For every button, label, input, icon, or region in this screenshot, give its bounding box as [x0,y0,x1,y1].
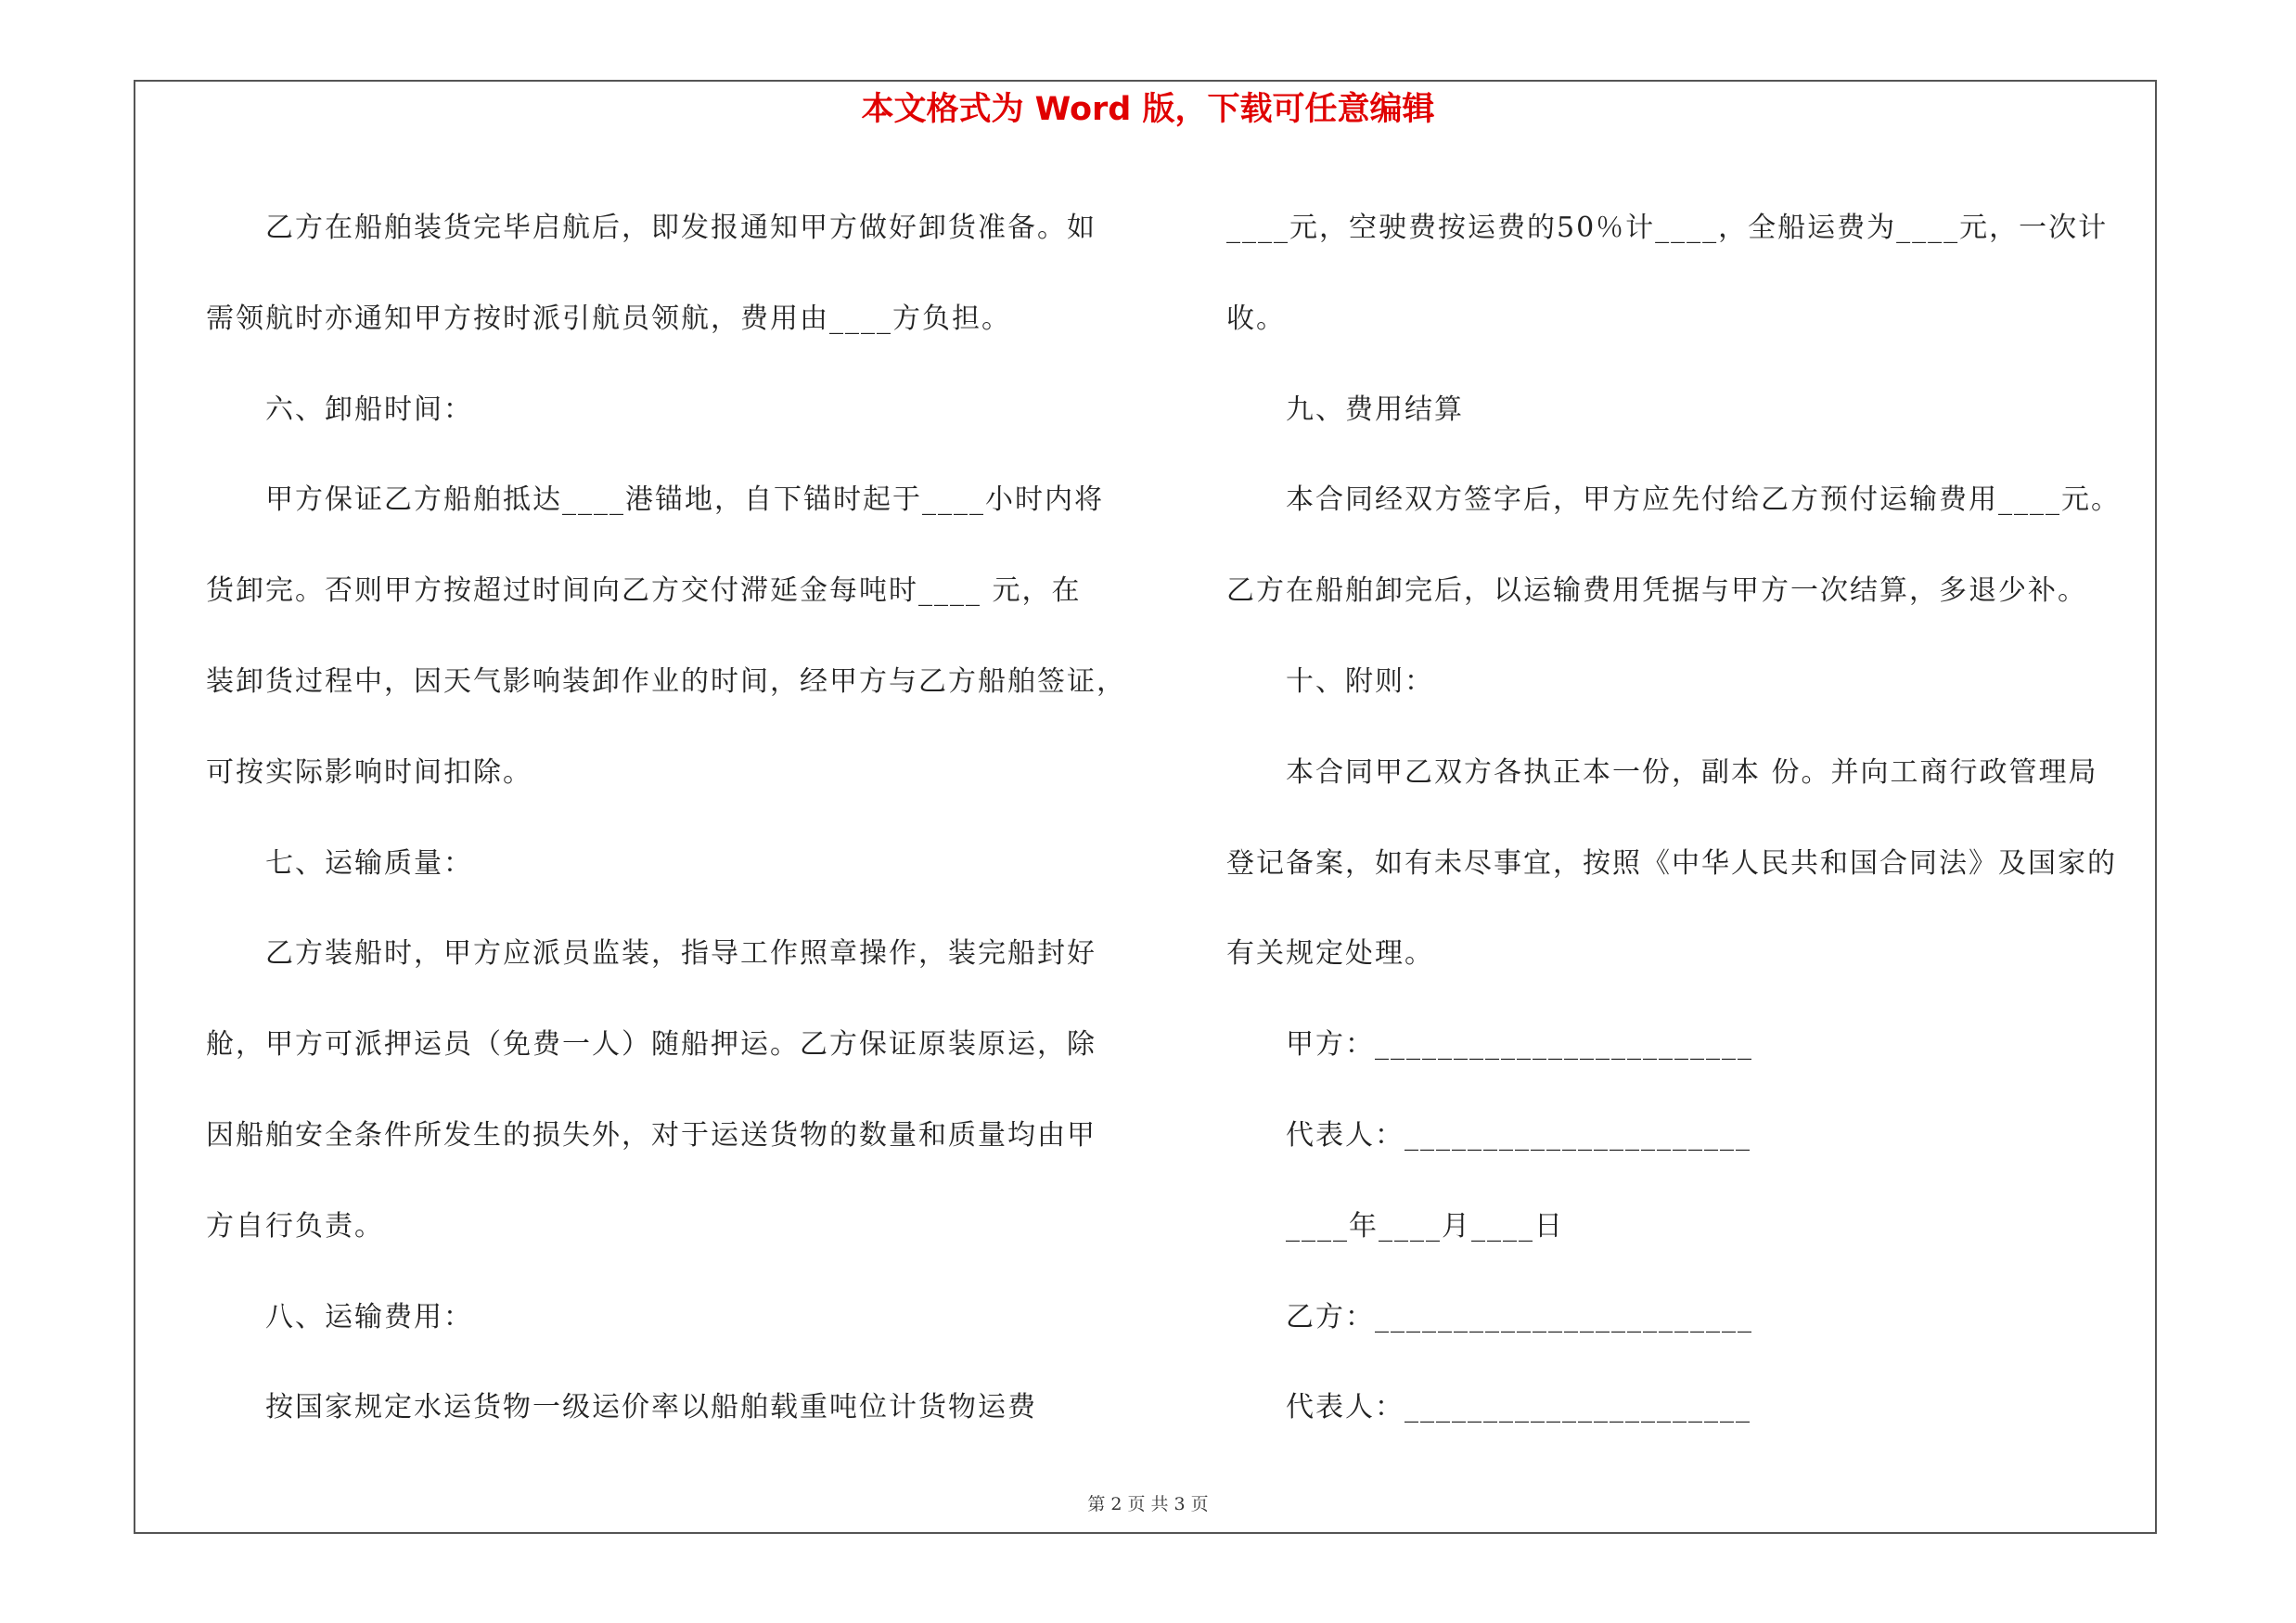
text-line: 装卸货过程中，因天气影响装卸作业的时间，经甲方与乙方船舶签证， [206,664,1126,698]
text-line: 因船舶安全条件所发生的损失外，对于运送货物的数量和质量均由甲 [206,1118,1097,1152]
text-line: 收。 [1226,302,1286,335]
signature-date: ____年____月____日 [1226,1209,1564,1243]
signature-representative-a: 代表人：______________________ [1226,1118,1751,1152]
text-line: 需领航时亦通知甲方按时派引航员领航，费用由____方负担。 [206,302,1011,335]
text-line: 乙方在船舶卸完后，以运输费用凭据与甲方一次结算，多退少补。 [1226,574,2087,608]
format-notice: 本文格式为 Word 版，下载可任意编辑 [861,91,1435,128]
signature-representative-b: 代表人：______________________ [1226,1391,1751,1424]
text-line: 本合同甲乙双方各执正本一份，副本 份。并向工商行政管理局 [1226,755,2098,789]
left-column [206,183,1134,1453]
section-heading: 十、附则： [1226,664,1434,698]
section-heading: 九、费用结算 [1226,393,1464,426]
text-line: 舱，甲方可派押运员（免费一人）随船押运。乙方保证原装原运，除 [206,1028,1097,1062]
text-line: 按国家规定水运货物一级运价率以船舶载重吨位计货物运费 [206,1391,1037,1424]
section-heading: 七、运输质量： [206,846,473,880]
right-column [1226,183,2182,1453]
signature-party-b: 乙方：________________________ [1226,1300,1753,1333]
text-line: 有关规定处理。 [1226,937,1434,971]
text-line: 乙方在船舶装货完毕启航后，即发报通知甲方做好卸货准备。如 [206,212,1097,244]
section-heading: 六、卸船时间： [206,393,473,426]
signature-party-a: 甲方：________________________ [1226,1028,1753,1062]
text-line: 甲方保证乙方船舶抵达____港锚地，自下锚时起于____小时内将 [206,483,1104,517]
page-number: 第 2 页 共 3 页 [1087,1494,1209,1514]
text-line: 乙方装船时，甲方应派员监装，指导工作照章操作，装完船封好 [206,937,1097,971]
text-line: 登记备案，如有未尽事宜，按照《中华人民共和国合同法》及国家的 [1226,846,2117,880]
text-line: 方自行负责。 [206,1209,384,1243]
text-line: 货卸完。否则甲方按超过时间向乙方交付滞延金每吨时____ 元，在 [206,574,1082,608]
text-line: 本合同经双方签字后，甲方应先付给乙方预付运输费用____元。 [1226,483,2121,517]
text-line: ____元，空驶费按运费的50％计____，全船运费为____元，一次计 [1226,212,2109,244]
section-heading: 八、运输费用： [206,1300,473,1333]
text-line: 可按实际影响时间扣除。 [206,755,532,789]
